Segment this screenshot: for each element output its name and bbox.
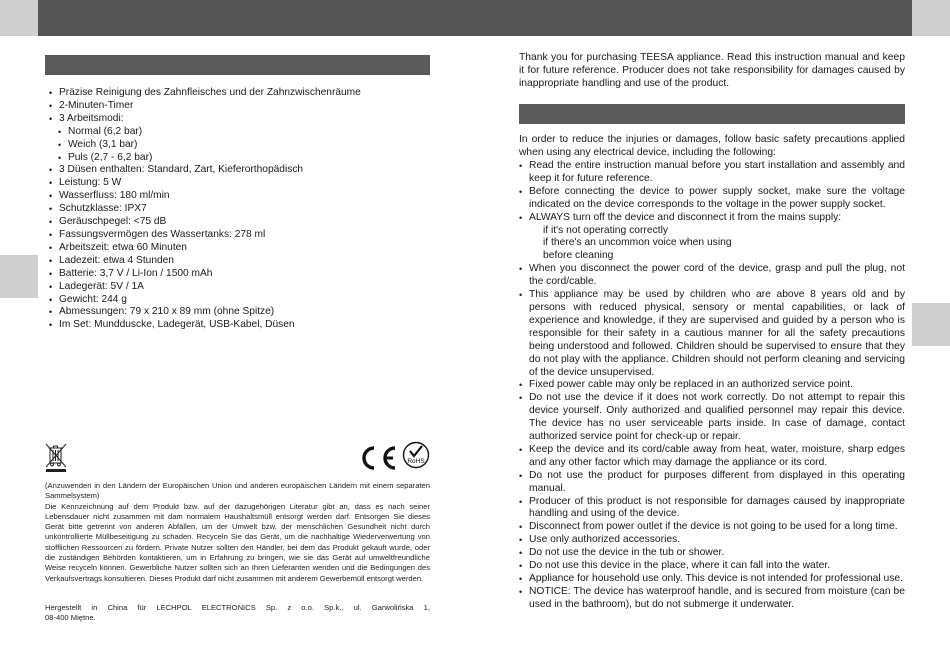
crossed-bin-icon	[44, 441, 68, 473]
safety-subitem: if it's not operating correctly	[543, 224, 669, 236]
safety-item: • Do not use the device if it does not work correctly. Do not attempt to repair this device yourself. Only authorized and qualified personnel may repair this device. The device has no user serviceable parts inside. In case of damage, contact authorized service point for check-up or repair.	[519, 392, 905, 444]
spec-item: • Schutzklasse: IPX7	[48, 203, 438, 216]
spec-item: • Arbeitszeit: etwa 60 Minuten	[48, 242, 438, 255]
page-header-bar	[0, 0, 950, 36]
spec-item: • Präzise Reinigung des Zahnfleisches und der Zahnzwischenräume	[48, 87, 438, 100]
spec-item: • Gewicht: 244 g	[48, 294, 438, 307]
manufacturer-line-2: 08-400 Miętne.	[45, 613, 96, 623]
safety-subitem: before cleaning	[543, 250, 614, 262]
safety-item: • Do not use this device in the place, where it can fall into the water.	[519, 560, 905, 573]
spec-subitem: • Puls (2,7 - 6,2 bar)	[48, 152, 438, 165]
rohs-label: RoHS	[407, 458, 425, 465]
intro-paragraph: Thank you for purchasing TEESA appliance. Read this instruction manual and keep it for future reference. Producer does not take responsibility for damages caused by inappropriate handling and use of the product.	[519, 52, 905, 89]
safety-item: • Disconnect from power outlet if the device is not going to be used for a long time.	[519, 521, 905, 534]
side-tab-right	[912, 303, 950, 346]
spec-subitem: • Normal (6,2 bar)	[48, 126, 438, 139]
weee-disposal-notice: (Anzuwenden in den Ländern der Europäischen Union und anderen europäischen Ländern mit einem separaten Sammelsystem) Die Kennzeichnung auf dem Produkt bzw. auf der dazugehörigen Literatur gibt an, dass es nach seiner Lebensdauer nicht zusammen mit dam normalem Haushaltsmüll entsorgt werden darf. Entsorgen Sie dieses Gerät bitte getrennt von anderen Abfällen, um der Umwelt bzw. der menschlichen Gesundheit nicht durch unkontrollierte Müllbeseitigung zu schaden. Recyceln Sie das Gerät, um die nachhaltige Wiederverwertung von stofflichen Ressourcen zu fördern. Private Nutzer sollten den Händler, bei dem das Produkt gekauft wurde, oder die zuständigen Behörden kontaktieren, um in Erfahrung zu bringen, wie sie das Gerät auf umweltfreundliche Weise recyceln können. Gewerbliche Nutzer sollten sich an Ihren Lieferanten wenden und die Bedingungen des Verkaufsvertrags konsultieren. Dieses Produkt darf nicht zusammen mit anderem Gewerbemüll entsorgt werden.	[45, 481, 430, 583]
safety-item: • Do not use the device in the tub or shower.	[519, 547, 905, 560]
safety-item: • NOTICE: The device has waterproof handle, and is secured from moisture (can be used in the bathroom), but do not submerge it underwater.	[519, 586, 905, 612]
safety-item: • Use only authorized accessories.	[519, 534, 905, 547]
manufacturer-line-1: Hergestellt in China für LECHPOL ELECTRONICS Sp. z o.o. Sp.k., ul. Garwolińska 1,	[45, 603, 430, 612]
spec-item: • 3 Arbeitsmodi:	[48, 113, 438, 126]
specifications-heading-bar	[45, 55, 430, 75]
spec-item: • 3 Düsen enthalten: Standard, Zart, Kieferorthopädisch	[48, 164, 438, 177]
safety-item: • This appliance may be used by children who are above 8 years old and by persons with reduced physical, sensory or mental capabilities, or lack of experience and knowledge, if they are supervised and guided by a person who is responsible for their safety in a cautious manner for all the safety precautions being understood and followed. Children should be supervised to ensure that they do not play with the appliance. Children should not perform cleaning and servicing of the device unsupervised.	[519, 289, 905, 379]
spec-item: • Abmessungen: 79 x 210 x 89 mm (ohne Spitze)	[48, 306, 438, 319]
safety-heading-bar	[519, 104, 905, 124]
corner-tab-right	[912, 0, 950, 36]
spec-item: • Geräuschpegel: <75 dB	[48, 216, 438, 229]
manufacturer-info	[45, 603, 430, 624]
specifications-list	[48, 87, 438, 332]
rohs-icon	[402, 441, 430, 469]
spec-item: • Batterie: 3,7 V / Li-Ion / 1500 mAh	[48, 268, 438, 281]
spec-subitem: • Weich (3,1 bar)	[48, 139, 438, 152]
safety-item: • Keep the device and its cord/cable away from heat, water, moisture, sharp edges and any other factor which may damage the appliance or its cord.	[519, 444, 905, 470]
spec-item: • Ladegerät: 5V / 1A	[48, 281, 438, 294]
corner-tab-left	[0, 0, 38, 36]
spec-item: • 2-Minuten-Timer	[48, 100, 438, 113]
safety-item: • ALWAYS turn off the device and disconnect it from the mains supply:	[519, 212, 905, 225]
ce-mark-icon	[358, 444, 398, 472]
safety-item: • Appliance for household use only. This device is not intended for professional use.	[519, 573, 905, 586]
safety-item: • Read the entire instruction manual before you start installation and assembly and keep it for future reference.	[519, 160, 905, 186]
spec-item: • Leistung: 5 W	[48, 177, 438, 190]
spec-item: • Ladezeit: etwa 4 Stunden	[48, 255, 438, 268]
safety-lead-paragraph: In order to reduce the injuries or damages, follow basic safety precautions applied when using any electrical device, including the following:	[519, 134, 905, 158]
spec-item: • Wasserfluss: 180 ml/min	[48, 190, 438, 203]
safety-item: • Do not use the product for purposes different from displayed in this operating manual.	[519, 470, 905, 496]
safety-item: • Fixed power cable may only be replaced in an authorized service point.	[519, 379, 905, 392]
safety-item: • When you disconnect the power cord of the device, grasp and pull the plug, not the cord/cable.	[519, 263, 905, 289]
safety-subitem: if there's an uncommon voice when using	[543, 237, 732, 249]
side-tab-left	[0, 255, 38, 298]
safety-item: • Before connecting the device to power supply socket, make sure the voltage indicated on the device corresponds to the voltage in the power supply socket.	[519, 186, 905, 212]
safety-instructions-list	[519, 160, 905, 612]
spec-item: • Im Set: Mundduscke, Ladegerät, USB-Kabel, Düsen	[48, 319, 438, 332]
spec-item: • Fassungsvermögen des Wassertanks: 278 ml	[48, 229, 438, 242]
safety-item: • Producer of this product is not responsible for damages caused by inappropriate handling and using of the device.	[519, 496, 905, 522]
